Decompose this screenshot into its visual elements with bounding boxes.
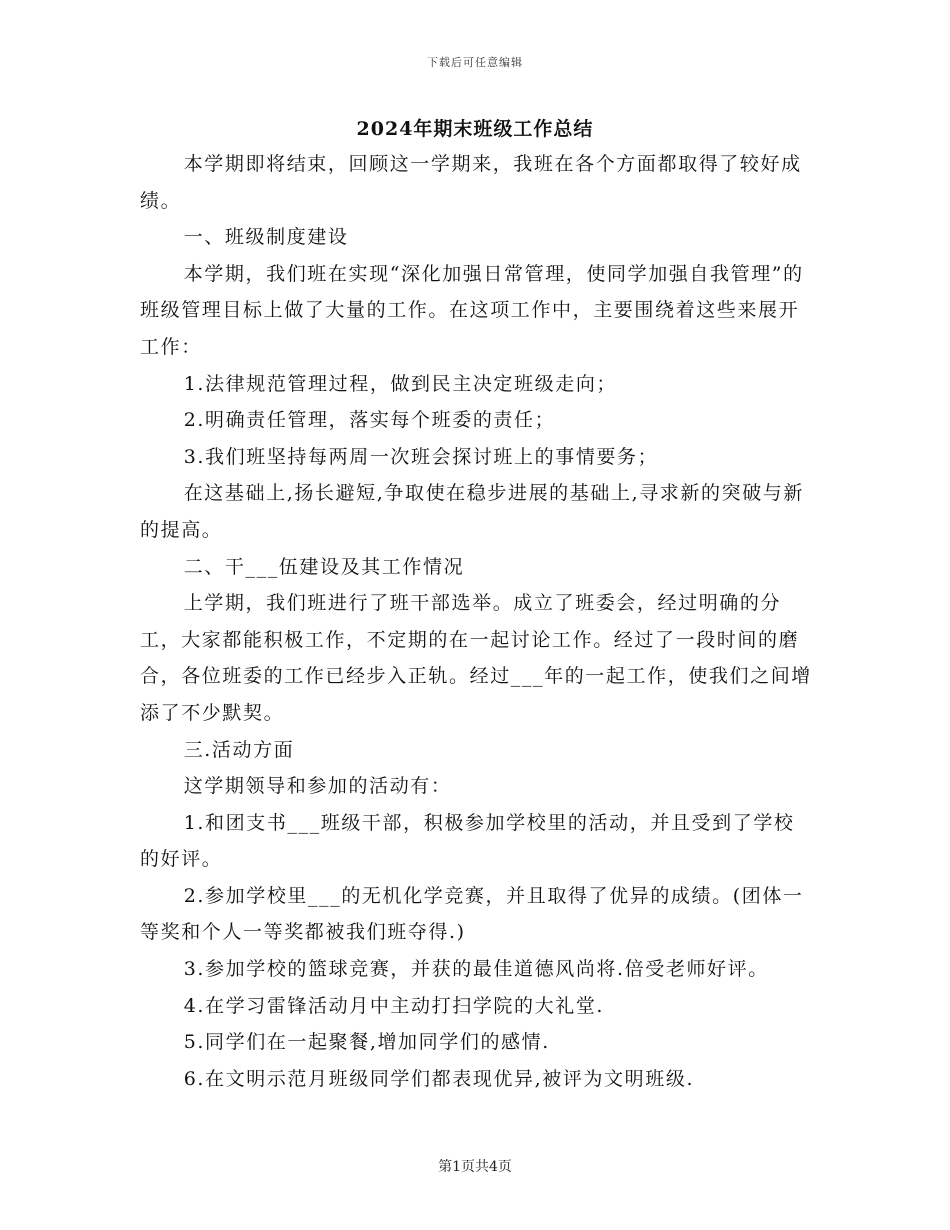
paragraph-progress: 在这基础上,扬长避短,争取使在稳步进展的基础上,寻求新的突破与新的提高。 xyxy=(140,482,805,541)
page-number-footer: 第1页共4页 xyxy=(438,1159,512,1175)
activity-item-3: 3.参加学校的篮球竞赛，并获的最佳道德风尚将.倍受老师好评。 xyxy=(183,958,769,981)
activity-item-4: 4.在学习雷锋活动月中主动打扫学院的大礼堂. xyxy=(183,994,605,1017)
paragraph-cadre-election: 上学期，我们班进行了班干部选举。成立了班委会，经过明确的分工，大家都能积极工作，不定期的在一起讨论工作。经过了一段时间的磨合，各位班委的工作已经步入正轨。经过___年的一起工作，使我们之间增添了不少默契。 xyxy=(140,592,812,724)
paragraph-intro: 本学期即将结束，回顾这一学期来，我班在各个方面都取得了较好成绩。 xyxy=(140,153,802,212)
page-header-note: 下载后可任意编辑 xyxy=(427,56,523,69)
section-heading-class-system: 一、班级制度建设 xyxy=(183,226,349,249)
activity-item-6: 6.在文明示范月班级同学们都表现优异,被评为文明班级. xyxy=(183,1067,695,1090)
list-item-3: 3.我们班坚持每两周一次班会探讨班上的事情要务； xyxy=(183,445,659,468)
list-item-1: 1.法律规范管理过程，做到民主决定班级走向； xyxy=(183,372,618,395)
activity-item-5: 5.同学们在一起聚餐,增加同学们的感情. xyxy=(183,1031,550,1054)
activity-item-2: 2.参加学校里___的无机化学竞赛，并且取得了优异的成绩。(团体一等奖和个人一等奖都被我们班夺得.) xyxy=(140,884,804,944)
section-heading-cadre-team: 二、干___伍建设及其工作情况 xyxy=(183,555,465,578)
paragraph-activities-intro: 这学期领导和参加的活动有： xyxy=(183,775,452,798)
section-heading-activities: 三.活动方面 xyxy=(183,738,295,761)
document-body xyxy=(140,146,812,1097)
list-item-2: 2.明确责任管理，落实每个班委的责任； xyxy=(183,409,556,432)
paragraph-class-management: 本学期，我们班在实现“深化加强日常管理，使同学加强自我管理”的班级管理目标上做了大量的工作。在这项工作中，主要围绕着这些来展开工作： xyxy=(140,262,804,358)
document-title: 2024年期末班级工作总结 xyxy=(356,118,594,140)
activity-item-1: 1.和团支书___班级干部，积极参加学校里的活动，并且受到了学校的好评。 xyxy=(140,811,795,871)
